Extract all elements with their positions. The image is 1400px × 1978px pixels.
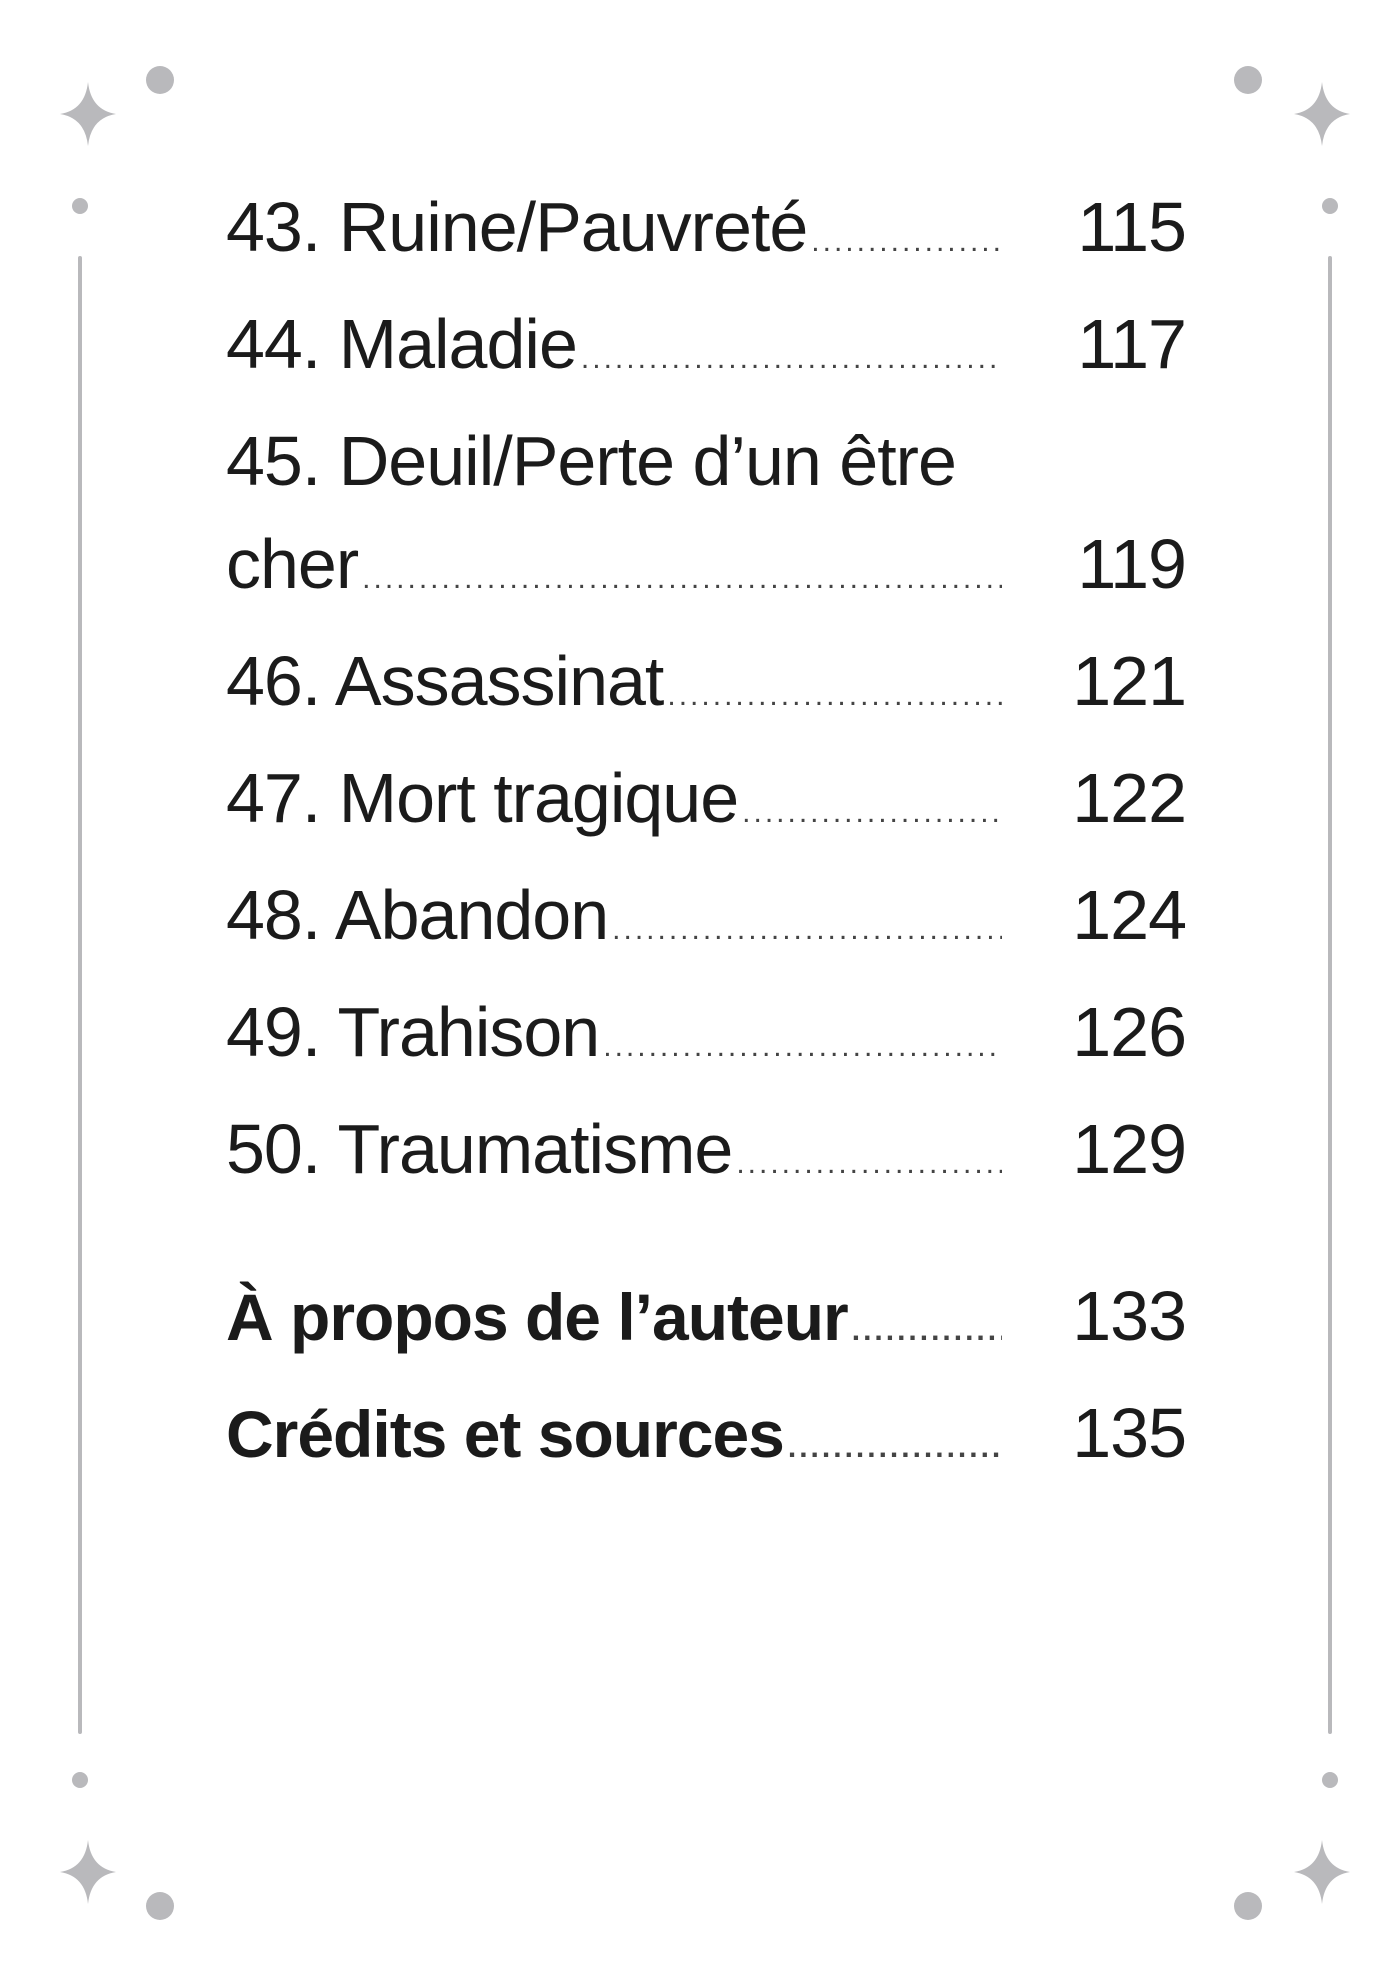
dot-leader (788, 1383, 1002, 1499)
toc-back-matter-entry[interactable] (226, 1382, 1186, 1499)
toc-entry-page: 115 (1077, 188, 1186, 266)
toc-entry-title: 47. Mort tragique (226, 759, 739, 837)
dot-icon (146, 1892, 174, 1920)
toc-entry-title: 48. Abandon (226, 876, 609, 954)
toc-entry (226, 513, 1186, 630)
toc-entry-title: À propos de l’auteur (226, 1280, 848, 1354)
dot-icon (1234, 66, 1262, 94)
dot-leader (667, 630, 1002, 747)
table-of-contents (226, 176, 1186, 1499)
toc-entry-page: 126 (1072, 993, 1186, 1071)
toc-entry-page: 117 (1077, 305, 1186, 383)
dot-icon (72, 1772, 88, 1788)
dot-icon (1322, 1772, 1338, 1788)
toc-entry[interactable] (226, 747, 1186, 864)
toc-entry-page: 121 (1072, 642, 1186, 720)
toc-entry-page: 133 (1072, 1277, 1186, 1355)
dot-icon (72, 198, 88, 214)
dot-leader (362, 513, 1002, 630)
toc-entry-page: 119 (1077, 525, 1186, 603)
sparkle-icon (60, 1840, 116, 1904)
dot-leader (581, 293, 1002, 410)
toc-entry-title-line2: cher (226, 525, 359, 603)
toc-entry-title: 44. Maladie (226, 305, 577, 383)
section-gap (226, 1215, 1186, 1265)
dot-leader (612, 864, 1002, 981)
toc-entry-page: 135 (1072, 1394, 1186, 1472)
toc-entry-title-line1: 45. Deuil/Perte d’un être (226, 422, 956, 500)
toc-entry-title: 43. Ruine/Pauvreté (226, 188, 808, 266)
sparkle-icon (60, 82, 116, 146)
toc-entry[interactable] (226, 293, 1186, 410)
toc-entry-page: 124 (1072, 876, 1186, 954)
dot-icon (1322, 198, 1338, 214)
toc-back-matter-entry[interactable] (226, 1265, 1186, 1382)
dot-leader (852, 1266, 1002, 1382)
dot-leader (736, 1098, 1002, 1215)
toc-entry[interactable] (226, 630, 1186, 747)
dot-leader (811, 176, 1002, 293)
toc-entry[interactable] (226, 176, 1186, 293)
toc-entry-title: 46. Assassinat (226, 642, 664, 720)
toc-entry[interactable] (226, 981, 1186, 1098)
toc-entry-page: 122 (1072, 759, 1186, 837)
dot-leader (742, 747, 1002, 864)
toc-entry-title: 50. Traumatisme (226, 1110, 733, 1188)
dot-leader (603, 981, 1002, 1098)
toc-entry-title: Crédits et sources (226, 1397, 784, 1471)
toc-entry-page: 129 (1072, 1110, 1186, 1188)
toc-entry[interactable] (226, 864, 1186, 981)
dot-icon (1234, 1892, 1262, 1920)
sparkle-icon (1294, 82, 1350, 146)
dot-icon (146, 66, 174, 94)
toc-entry-multiline[interactable] (226, 410, 1186, 630)
toc-entry-title: 49. Trahison (226, 993, 600, 1071)
sparkle-icon (1294, 1840, 1350, 1904)
toc-entry[interactable] (226, 1098, 1186, 1215)
